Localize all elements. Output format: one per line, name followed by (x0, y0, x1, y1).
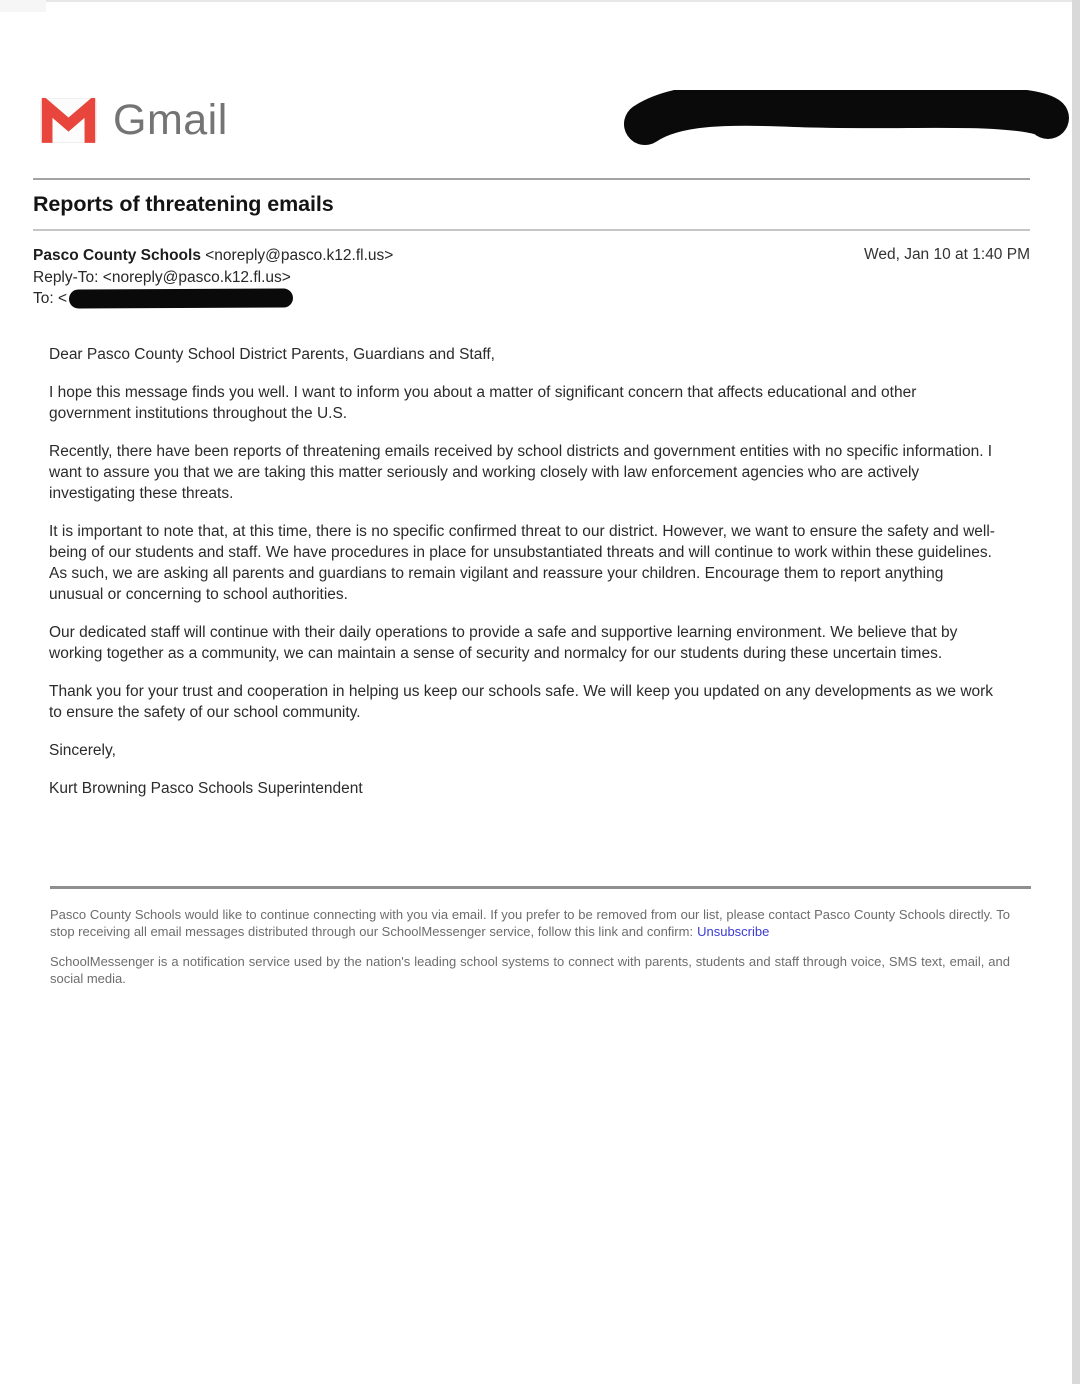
gmail-logo (40, 98, 228, 143)
email-subject: Reports of threatening emails (33, 192, 334, 216)
body-paragraph: It is important to note that, at this time, there is no specific confirmed threat to our district. However, we want to ensure the safety and well-being of our students and staff. We have procedures in place for unsubstantiated threats and will continue to work within these guidelines. As such, we are asking all parents and guardians to remain vigilant and reassure your children. Encourage them to report anything unusual or concerning to school authorities. (49, 523, 995, 603)
redacted-recipient-email (69, 289, 293, 309)
body-paragraph: Dear Pasco County School District Parents, Guardians and Staff, (49, 346, 495, 363)
photo-right-edge (1072, 0, 1080, 1384)
footer-text: Pasco County Schools would like to continue connecting with you via email. If you prefer to be removed from our list, please contact Pasco County Schools directly. To stop receiving all email messages distributed through our SchoolMessenger service, follow this link and confirm: (50, 907, 1010, 939)
email-body (49, 344, 1001, 816)
email-date: Wed, Jan 10 at 1:40 PM (863, 246, 1030, 263)
photo-top-edge (0, 0, 1080, 2)
photo-edge-artifact (0, 0, 46, 12)
body-paragraph: Recently, there have been reports of threatening emails received by school districts and government entities with no specific information. I want to assure you that we are taking this matter seriously and working closely with law enforcement agencies who are actively investigating these threats. (49, 443, 993, 502)
schoolmessenger-footer (50, 886, 1031, 1001)
footer-service-paragraph: SchoolMessenger is a notification service used by the nation's leading school systems to connect with parents, students and staff through voice, SMS text, email, and social media. (50, 954, 1010, 986)
reply-to-line: Reply-To: <noreply@pasco.k12.fl.us> (33, 268, 291, 286)
footer-divider (50, 886, 1031, 889)
body-paragraph: Thank you for your trust and cooperation in helping us keep our schools safe. We will keep you updated on any developments as we work to ensure the safety of our school community. (49, 683, 994, 721)
redacted-account-email (615, 90, 1073, 150)
closing-line: Sincerely, (49, 742, 116, 759)
body-paragraph: I hope this message finds you well. I want to inform you about a matter of significant concern that affects educational and other government institutions throughout the U.S. (49, 384, 917, 422)
signature-line: Kurt Browning Pasco Schools Superintendent (49, 780, 363, 797)
email-meta-header (33, 245, 1030, 310)
to-line (33, 288, 1030, 310)
sender-name: Pasco County Schools (33, 247, 201, 264)
header-divider-top (33, 178, 1030, 180)
footer-unsubscribe-paragraph (50, 907, 1010, 940)
header-divider-bottom (33, 229, 1030, 231)
gmail-envelope-icon (40, 98, 97, 143)
body-paragraph: Our dedicated staff will continue with their daily operations to provide a safe and supportive learning environment. We believe that by working together as a community, we can maintain a sense of security and normalcy for our students during these uncertain times. (49, 624, 958, 662)
gmail-logo-text: Gmail (113, 96, 228, 144)
sender-email: <noreply@pasco.k12.fl.us> (200, 247, 394, 264)
unsubscribe-link[interactable]: Unsubscribe (697, 923, 770, 939)
to-prefix: To: < (33, 290, 68, 307)
